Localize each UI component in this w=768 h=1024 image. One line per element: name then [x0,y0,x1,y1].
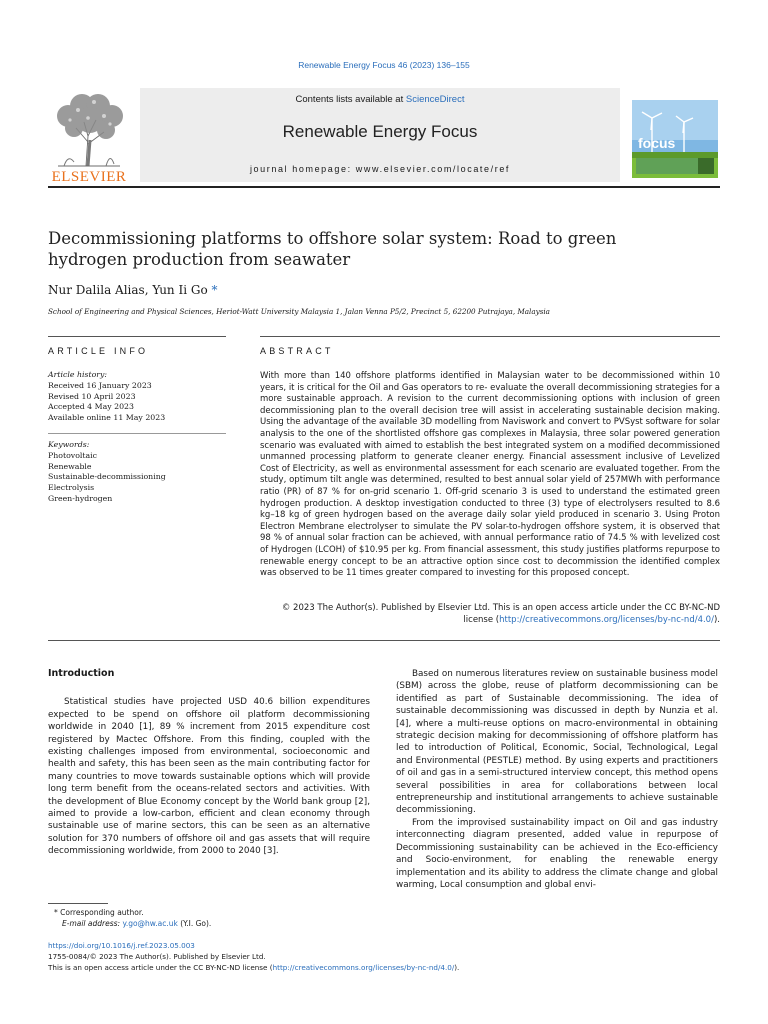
abstract-bottom-rule [48,640,720,641]
email-label: E-mail address: [62,919,121,928]
corresponding-author-mark[interactable]: * [211,283,218,297]
journal-header-box [140,88,620,182]
author-list [48,283,218,297]
abstract-heading: ABSTRACT [260,346,334,356]
page-footer [48,940,720,973]
author-affiliation: School of Engineering and Physical Sciences, Heriot-Watt University Malaysia 1, Jalan Venna P5/2, Precinct 5, 62200 Putrajaya, Malaysia [48,307,550,316]
abstract-copyright [260,603,720,626]
elsevier-tree-icon [48,92,130,168]
copyright-end: ). [713,614,720,625]
body-paragraph: Based on numerous literatures review on sustainable business model (SBM) across the globe, reuse of platform decommissioning can be identified as part of Sustainable decommissioning. The idea of sustainable decommissioning was discussed in depth by Nunzia et al. [4], where a multi-reuse options on macro-environmental in obtaining strategic decision making for decommissioning of offshore platform has led to introduction of Political, Economic, Social, Technological, Legal and Environmental (PESTLE) method. By using experts and practitioners of oil and gas in a semi-structured interview concept, this method opens several possibilities in area for collaborations between local entrepreneurship and institutional arrangements to achieve sustainable decommissioning. [396,669,718,816]
keyword-item: Sustainable-decommissioning [48,472,166,482]
contents-availability [140,94,620,105]
info-divider [48,433,226,434]
history-label: Article history: [48,370,108,379]
cover-title-text: focus [638,135,676,151]
email-suffix: (Y.I. Go). [180,919,212,928]
elsevier-wordmark: ELSEVIER [51,169,127,185]
abstract-rule [260,336,720,337]
keywords-label: Keywords: [48,440,90,449]
license-prefix: This is an open access article under the CC BY-NC-ND license ( [48,963,273,972]
journal-reference-link[interactable]: Renewable Energy Focus 46 (2023) 136–155 [298,60,470,70]
revised-date: Revised 10 April 2023 [48,391,136,401]
body-column-right [396,668,718,891]
license-end: ). [454,963,460,972]
journal-cover-image [632,100,718,178]
article-info-rule [48,336,226,337]
sciencedirect-link[interactable]: ScienceDirect [405,94,465,105]
homepage-prefix: journal homepage: [249,164,356,174]
article-info-heading: ARTICLE INFO [48,346,149,356]
online-date: Available online 11 May 2023 [48,413,166,423]
keyword-item: Electrolysis [48,483,95,493]
masthead-rule [48,186,720,188]
keyword-item: Green-hydrogen [48,493,113,503]
author-email-link[interactable]: y.go@hw.ac.uk [122,919,178,928]
corresponding-author-footnote [48,907,368,929]
doi-link[interactable]: https://doi.org/10.1016/j.ref.2023.05.003 [48,941,195,950]
body-column-left [48,668,370,858]
journal-title: Renewable Energy Focus [282,122,478,141]
copyright-text: © 2023 The Author(s). Published by Elsevier Ltd. This is an open access article under the CC BY-NC-ND license ( [281,603,720,625]
introduction-heading: Introduction [48,668,115,679]
journal-homepage [140,164,620,174]
accepted-date: Accepted 4 May 2023 [48,402,134,412]
journal-masthead [48,88,720,186]
keywords-list [48,440,238,505]
author-names: Nur Dalila Alias, Yun Ii Go [48,283,208,297]
journal-cover-thumbnail[interactable] [632,100,718,178]
elsevier-logo [48,92,130,185]
footnote-label: Corresponding author. [60,908,144,917]
abstract-text: With more than 140 offshore platforms identified in Malaysian water to be decommissioned within 10 years, it is critical for the Oil and Gas operators to re- evaluate the overall decommissioning strategies for a more sustainable approach. A revision to the current decommissioning options with inclusion of green decommissioning plan to the overall decision tree will assist in accelerating sustainable decision making. Using the advantage of the available 3D modelling from Naviswork and convert to PVSyst software for solar analysis to the one of the shortlisted offshore gas complexes in Malaysia, three solar powered generation scenario was evaluated with aimed to establish the best integrated system on a modified decommissioned unmanned processing platform to generate cleaner energy. Financial assessment inclusive of Levelized Cost of Electricity, as well as environmental assessment for each scenario are evaluated together. From the study, optimum tilt angle was determined, resulted to best annual solar yield of 257MWh with performance ratio (PR) of 87 % for on-grid scenario 1. Off-grid scenario 3 is used to understand the estimated green hydrogen production. A desktop investigation conducted to three (3) type of electrolysers resulted to 8.6 kg–18 kg of green hydrogen based on the average daily solar yield produced in scenario 3. Using Proton Electron Membrane electrolyser to simulate the PV solar-to-hydrogen offshore system, it is observed that 98 % of annual solar fraction can be achieved, with annual performance ratio of 74.5 % with levelized cost of Hydrogen (LCOH) of $10.95 per kg. From financial assessment, this study justifies platforms repurpose to renewable energy concept to be an attractive option since cost to decommission the identified complex was observed to be 11 times greater compared to investing for this proposed concept. [260,371,720,579]
body-paragraph: From the improvised sustainability impact on Oil and gas industry interconnecting diagram presented, added value in repurpose of Decommissioning sustainability can be achieved in the Eco-efficiency and Socio-environment, for enabling the renewable energy implementation and its ability to address the climate change and global warming, Local consumption and global envi- [396,817,718,890]
article-title: Decommissioning platforms to offshore solar system: Road to green hydrogen production from seawater [48,229,617,269]
license-line [48,962,720,973]
footnote-mark: * [54,908,58,917]
footnote-line [48,907,368,918]
keyword-item: Photovoltaic [48,450,98,460]
body-paragraph: Statistical studies have projected USD 40.6 billion expenditures expected to be spend on offshore oil platform decommissioning worldwide in 2040 [1], 89 % increment from 2015 expenditure cost registered by Mactec Offshore. From this finding, coupled with the existing challenges imposed from environmental, socioeconomic and health and safety, this has been seen as the main contributing factor for many countries to move towards sustainable options which will provide long term benefit from the oceans-related sectors and activities. With the development of Blue Economy concept by the World bank group [2], aimed to provide a low-carbon, efficient and clean economy through sustainable use of marine sectors, this can be seen as an alternative solution for 370 numbers of offshore oil and gas assets that will require decommissioning worldwide, from 2000 to 2040 [3]. [48,697,370,857]
footnote-rule [48,903,108,904]
keyword-item: Renewable [48,461,92,471]
footnote-email-line [48,918,368,929]
license-link[interactable]: http://creativecommons.org/licenses/by-nc-nd/4.0/ [499,614,714,625]
article-history [48,370,238,424]
contents-prefix: Contents lists available at [295,94,406,105]
footer-license-link[interactable]: http://creativecommons.org/licenses/by-nc-nd/4.0/ [272,963,455,972]
received-date: Received 16 January 2023 [48,380,152,390]
issn-line: 1755-0084/© 2023 The Author(s). Published by Elsevier Ltd. [48,952,266,961]
homepage-link[interactable]: www.elsevier.com/locate/ref [355,164,511,174]
